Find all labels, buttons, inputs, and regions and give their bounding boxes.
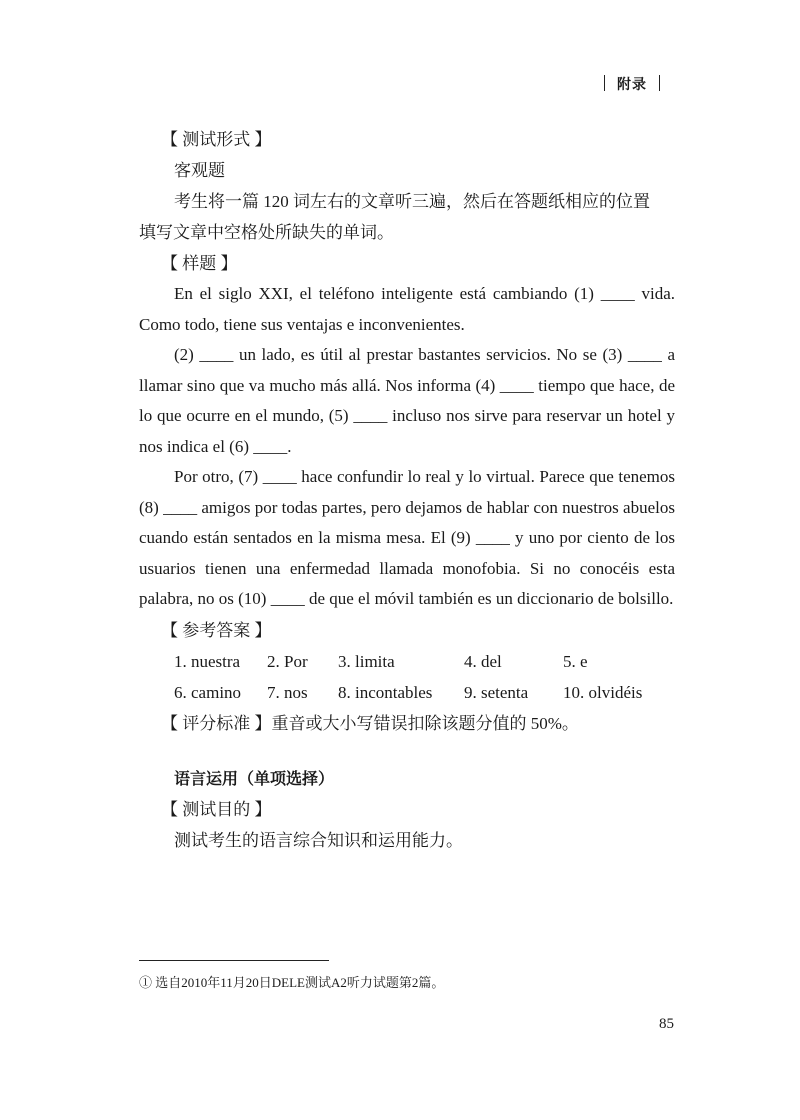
header-divider-left — [604, 75, 605, 91]
sample-heading: 【 样题 】 — [161, 254, 238, 273]
header-divider-right — [659, 75, 660, 91]
footnote-rule — [139, 960, 329, 961]
format-desc-line2: 填写文章中空格处所缺失的单词。 — [139, 223, 394, 242]
answer-item: 4. del — [464, 651, 502, 671]
format-type: 客观题 — [174, 161, 225, 180]
answer-item: 8. incontables — [338, 682, 433, 702]
answer-item: 5. e — [563, 651, 588, 671]
sample-paragraph-3: Por otro, (7) ____ hace confundir lo real y lo virtual. Parece que tenemos (8) ____ amigos por todas partes, pero dejamos de hablar con nuestros abuelos cuando están sentados en la misma mesa. El (9) ____ y uno por ciento de los usuarios tienen una enfermedad llamada monofobia. Si no conocéis esta palabra, no os (10) ____ de que el móvil también es un diccionario de bolsillo. — [139, 467, 675, 608]
sample-paragraph-2: (2) ____ un lado, es útil al prestar bastantes servicios. No se (3) ____ a llamar sino que va mucho más allá. Nos informa (4) ____ tiempo que hace, de lo que ocurre en el mundo, (5) ____ incluso nos sirve para reservar un hotel y nos indica el (6) ____. — [139, 345, 675, 456]
section-title: 语言运用（单项选择） — [174, 768, 335, 788]
answers-row — [174, 646, 675, 677]
answers-row — [174, 677, 675, 708]
answer-item: 1. nuestra — [174, 651, 241, 671]
answer-item: 3. limita — [338, 651, 395, 671]
scoring-line: 【 评分标准 】重音或大小写错误扣除该题分值的 50%。 — [161, 713, 579, 733]
format-desc-line1: 考生将一篇 120 词左右的文章听三遍，然后在答题纸相应的位置 — [174, 192, 650, 211]
sample-paragraph-1: En el siglo XXI, el teléfono inteligente está cambiando (1) ____ vida. Como todo, tiene sus ventajas e inconvenientes. — [139, 284, 675, 334]
header-label: 附录 — [617, 77, 647, 93]
answer-item: 2. Por — [267, 651, 308, 671]
purpose-heading: 【 测试目的 】 — [161, 799, 272, 819]
page-number: 85 — [659, 1016, 674, 1032]
page-body — [139, 124, 675, 856]
footnote: ① 选自2010年11月20日DELE测试A2听力试题第2篇。 — [139, 975, 445, 990]
answer-item: 6. camino — [174, 682, 242, 702]
answer-item: 7. nos — [267, 682, 308, 702]
answers-heading: 【 参考答案 】 — [161, 620, 272, 640]
format-heading: 【 测试形式 】 — [161, 130, 272, 149]
purpose-text: 测试考生的语言综合知识和运用能力。 — [174, 830, 463, 850]
running-header — [592, 74, 672, 94]
answer-item: 10. olvidéis — [563, 682, 643, 702]
answer-item: 9. setenta — [464, 682, 529, 702]
answers-table — [174, 646, 675, 708]
